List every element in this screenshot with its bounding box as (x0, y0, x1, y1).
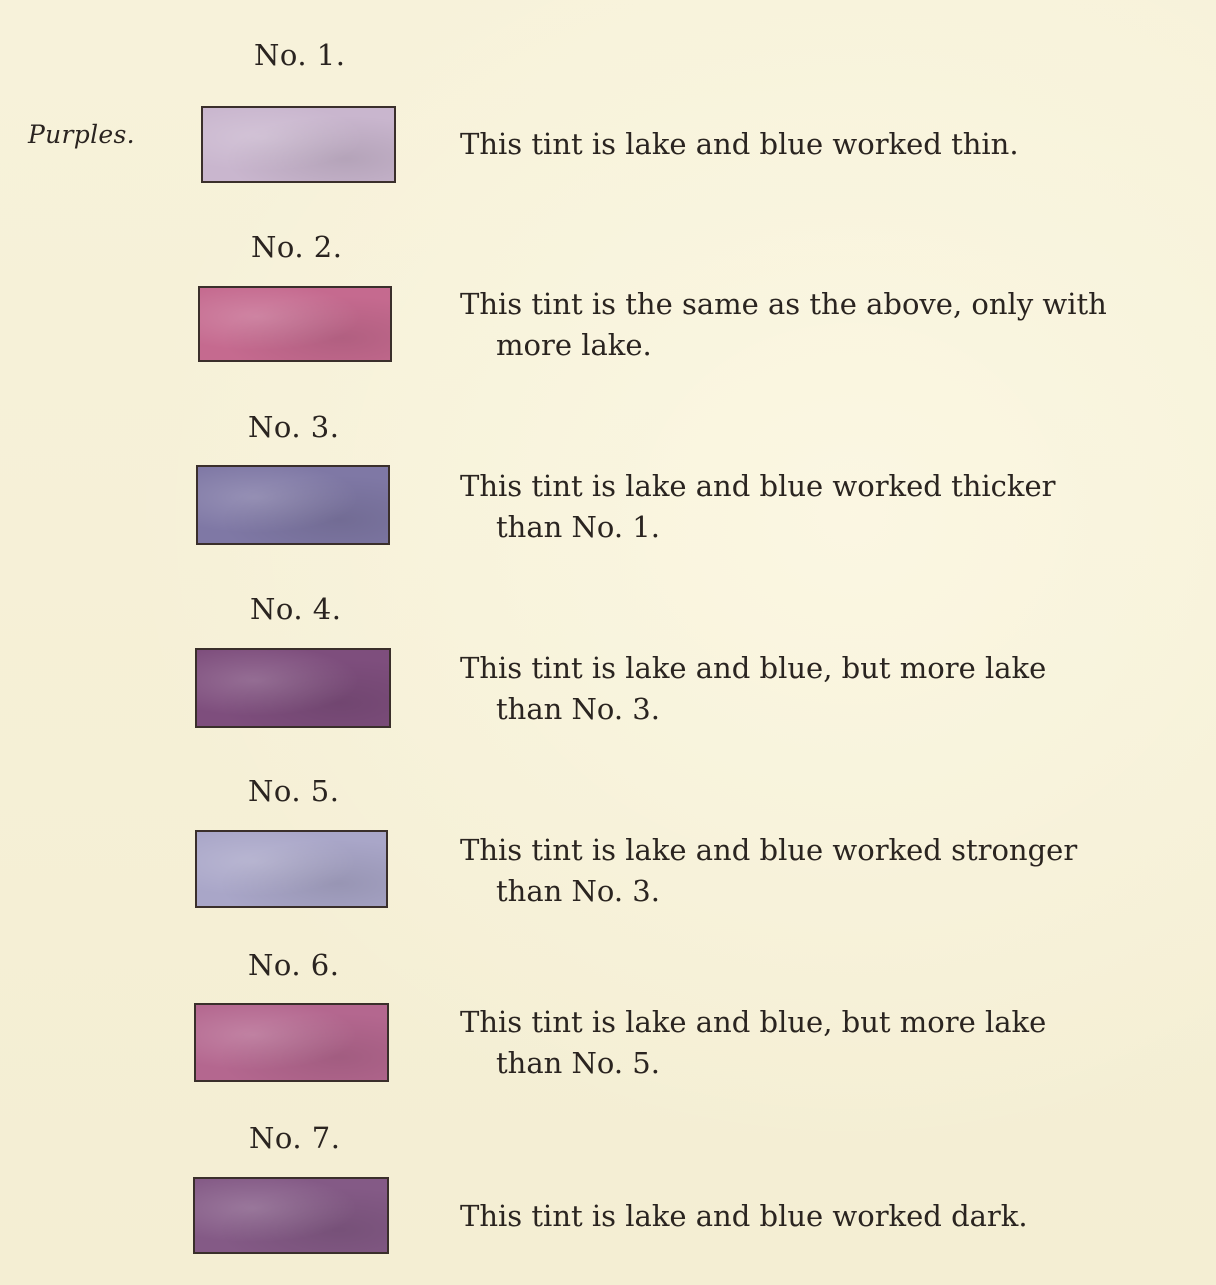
tint-description (460, 1002, 1132, 1084)
tint-number-label: No. 6. (248, 948, 340, 982)
tint-description (460, 284, 1132, 366)
tint-number-label: No. 3. (248, 410, 340, 444)
description-line: than No. 5. (496, 1046, 660, 1080)
tint-number-label: No. 7. (249, 1121, 341, 1155)
tint-number-label: No. 5. (248, 774, 340, 808)
color-swatch (193, 1177, 389, 1254)
color-swatch (196, 465, 390, 545)
description-line: than No. 3. (496, 692, 660, 726)
description-line: This tint is lake and blue, but more lake (460, 1005, 1047, 1039)
description-line: than No. 3. (496, 874, 660, 908)
description-line: than No. 1. (496, 510, 660, 544)
tint-number-label: No. 1. (254, 38, 346, 72)
color-swatch (198, 286, 392, 362)
bleed-through-mark (850, 48, 853, 81)
tint-description (460, 466, 1132, 548)
color-swatch (194, 1003, 389, 1082)
tint-description (460, 830, 1132, 912)
section-label: Purples. (28, 120, 135, 149)
tint-description (460, 1196, 1132, 1237)
description-line: This tint is lake and blue, but more lake (460, 651, 1047, 685)
tint-description (460, 648, 1132, 730)
color-swatch (195, 830, 388, 908)
description-line: This tint is lake and blue worked thin. (460, 127, 1019, 161)
description-line: This tint is lake and blue worked dark. (460, 1199, 1028, 1233)
description-line: This tint is lake and blue worked thicker (460, 469, 1056, 503)
tint-number-label: No. 2. (251, 230, 343, 264)
description-line: This tint is lake and blue worked stronger (460, 833, 1078, 867)
description-line: more lake. (496, 328, 652, 362)
tint-description (460, 124, 1132, 165)
tint-number-label: No. 4. (250, 592, 342, 626)
color-swatch (201, 106, 396, 183)
description-line: This tint is the same as the above, only with (460, 287, 1107, 321)
color-swatch (195, 648, 391, 728)
